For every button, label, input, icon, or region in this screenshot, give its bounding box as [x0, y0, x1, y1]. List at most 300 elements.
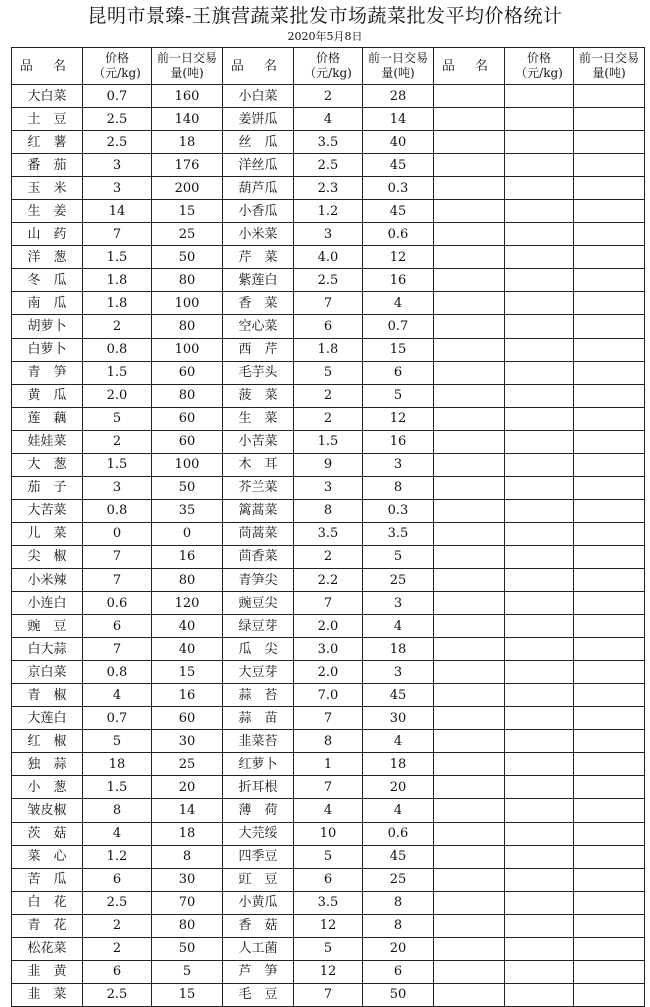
item-name-cell: 香 菜 — [223, 292, 294, 315]
item-volume-cell: 8 — [363, 476, 434, 499]
item-price-cell — [505, 707, 574, 730]
item-volume-cell: 60 — [152, 361, 223, 384]
table-row — [12, 246, 645, 269]
item-volume-cell: 0.3 — [363, 177, 434, 200]
item-name-cell — [434, 338, 505, 361]
item-name-cell: 青笋尖 — [223, 568, 294, 591]
item-price-cell: 8 — [294, 730, 363, 753]
item-volume-cell: 160 — [152, 85, 223, 108]
item-volume-cell — [574, 845, 645, 868]
header-volume — [574, 48, 645, 85]
item-volume-cell: 45 — [363, 845, 434, 868]
item-price-cell — [505, 868, 574, 891]
table-row — [12, 499, 645, 522]
item-price-cell: 3.0 — [294, 638, 363, 661]
item-price-cell: 2.5 — [294, 269, 363, 292]
item-price-cell — [505, 799, 574, 822]
item-volume-cell: 4 — [363, 730, 434, 753]
item-price-cell: 6 — [83, 868, 152, 891]
item-price-cell: 7 — [294, 592, 363, 615]
item-name-cell: 白萝卜 — [12, 338, 83, 361]
item-name-cell: 芹 菜 — [223, 246, 294, 269]
item-volume-cell — [574, 384, 645, 407]
item-price-cell: 0.8 — [83, 338, 152, 361]
item-name-cell: 皱皮椒 — [12, 799, 83, 822]
item-volume-cell — [574, 522, 645, 545]
item-price-cell — [505, 822, 574, 845]
item-price-cell — [505, 545, 574, 568]
item-price-cell: 2.0 — [294, 615, 363, 638]
item-price-cell: 1.5 — [83, 246, 152, 269]
item-volume-cell: 0.7 — [363, 315, 434, 338]
item-name-cell — [434, 430, 505, 453]
item-volume-cell: 80 — [152, 914, 223, 937]
item-price-cell: 12 — [294, 960, 363, 983]
item-volume-cell — [574, 453, 645, 476]
item-name-cell: 大 葱 — [12, 453, 83, 476]
table-row — [12, 131, 645, 154]
item-price-cell — [505, 960, 574, 983]
item-price-cell: 3 — [83, 154, 152, 177]
table-row — [12, 661, 645, 684]
table-row — [12, 707, 645, 730]
item-price-cell: 1.5 — [83, 453, 152, 476]
item-name-cell: 山 药 — [12, 223, 83, 246]
item-price-cell: 7 — [294, 292, 363, 315]
item-name-cell — [434, 315, 505, 338]
item-name-cell: 小香瓜 — [223, 200, 294, 223]
item-name-cell: 大莲白 — [12, 707, 83, 730]
item-volume-cell: 80 — [152, 269, 223, 292]
item-volume-cell — [574, 914, 645, 937]
item-name-cell — [434, 108, 505, 131]
item-price-cell: 0.7 — [83, 707, 152, 730]
item-price-cell — [505, 891, 574, 914]
item-name-cell — [434, 707, 505, 730]
item-price-cell — [505, 269, 574, 292]
item-name-cell — [434, 200, 505, 223]
table-row — [12, 338, 645, 361]
table-row — [12, 983, 645, 1006]
item-price-cell: 2 — [294, 545, 363, 568]
item-price-cell: 1.2 — [294, 200, 363, 223]
item-volume-cell: 45 — [363, 154, 434, 177]
item-price-cell: 6 — [83, 960, 152, 983]
item-volume-cell: 60 — [152, 707, 223, 730]
item-price-cell: 3.5 — [294, 891, 363, 914]
item-volume-cell — [574, 476, 645, 499]
item-price-cell: 1.8 — [83, 292, 152, 315]
table-row — [12, 845, 645, 868]
item-name-cell: 冬 瓜 — [12, 269, 83, 292]
item-price-cell: 0.7 — [83, 85, 152, 108]
item-price-cell — [505, 661, 574, 684]
item-name-cell — [434, 753, 505, 776]
item-volume-cell — [574, 615, 645, 638]
item-volume-cell: 16 — [363, 430, 434, 453]
item-name-cell: 玉 米 — [12, 177, 83, 200]
item-name-cell: 青 椒 — [12, 684, 83, 707]
item-volume-cell: 100 — [152, 453, 223, 476]
table-row — [12, 430, 645, 453]
item-name-cell — [434, 361, 505, 384]
report-title: 昆明市景臻-王旗营蔬菜批发市场蔬菜批发平均价格统计 — [87, 5, 563, 27]
item-price-cell — [505, 223, 574, 246]
item-name-cell — [434, 592, 505, 615]
table-row — [12, 85, 645, 108]
item-price-cell: 1.5 — [83, 361, 152, 384]
item-price-cell: 4 — [294, 108, 363, 131]
item-name-cell: 生 姜 — [12, 200, 83, 223]
item-volume-cell — [574, 960, 645, 983]
item-name-cell — [434, 384, 505, 407]
item-name-cell: 小苦菜 — [223, 430, 294, 453]
item-name-cell: 洋 葱 — [12, 246, 83, 269]
item-price-cell: 7 — [83, 568, 152, 591]
item-price-cell — [505, 154, 574, 177]
item-volume-cell — [574, 177, 645, 200]
item-price-cell: 7 — [83, 638, 152, 661]
table-row — [12, 384, 645, 407]
item-price-cell: 0.8 — [83, 499, 152, 522]
item-name-cell: 京白菜 — [12, 661, 83, 684]
item-name-cell: 小白菜 — [223, 85, 294, 108]
item-name-cell: 南 瓜 — [12, 292, 83, 315]
table-row — [12, 292, 645, 315]
item-volume-cell: 12 — [363, 246, 434, 269]
item-price-cell — [505, 200, 574, 223]
item-name-cell: 折耳根 — [223, 776, 294, 799]
item-price-cell: 2.5 — [83, 983, 152, 1006]
item-price-cell: 7 — [83, 223, 152, 246]
item-name-cell — [434, 131, 505, 154]
table-row — [12, 822, 645, 845]
item-volume-cell — [574, 937, 645, 960]
item-volume-cell: 14 — [363, 108, 434, 131]
table-row — [12, 592, 645, 615]
item-volume-cell: 176 — [152, 154, 223, 177]
item-volume-cell — [574, 799, 645, 822]
item-price-cell — [505, 361, 574, 384]
header-volume-label: 前一日交易量(吨) — [367, 51, 428, 80]
item-volume-cell: 100 — [152, 338, 223, 361]
item-volume-cell — [574, 568, 645, 591]
report-date: 2020年5月8日 — [287, 30, 363, 43]
item-price-cell: 2.5 — [83, 131, 152, 154]
item-name-cell: 葫芦瓜 — [223, 177, 294, 200]
item-price-cell: 5 — [294, 937, 363, 960]
item-price-cell — [505, 845, 574, 868]
item-volume-cell: 30 — [363, 707, 434, 730]
item-price-cell: 0.8 — [83, 661, 152, 684]
item-name-cell: 尖 椒 — [12, 545, 83, 568]
item-volume-cell: 50 — [363, 983, 434, 1006]
item-name-cell: 毛芋头 — [223, 361, 294, 384]
item-name-cell: 薄 荷 — [223, 799, 294, 822]
item-price-cell — [505, 338, 574, 361]
item-volume-cell — [574, 269, 645, 292]
header-name: 品 名 — [223, 48, 294, 85]
item-name-cell — [434, 822, 505, 845]
item-volume-cell: 3 — [363, 592, 434, 615]
item-name-cell: 菜 心 — [12, 845, 83, 868]
price-table — [11, 47, 645, 1007]
item-price-cell: 1.8 — [294, 338, 363, 361]
item-name-cell — [434, 407, 505, 430]
item-volume-cell: 60 — [152, 430, 223, 453]
item-volume-cell: 20 — [152, 776, 223, 799]
item-name-cell: 独 蒜 — [12, 753, 83, 776]
item-volume-cell: 8 — [152, 845, 223, 868]
item-volume-cell: 40 — [152, 615, 223, 638]
item-price-cell: 2 — [83, 914, 152, 937]
table-row — [12, 891, 645, 914]
header-volume — [152, 48, 223, 85]
item-price-cell: 2 — [83, 430, 152, 453]
item-name-cell — [434, 799, 505, 822]
item-price-cell: 0 — [83, 522, 152, 545]
item-price-cell: 2 — [294, 384, 363, 407]
item-price-cell: 3 — [83, 177, 152, 200]
item-name-cell: 西 芹 — [223, 338, 294, 361]
item-name-cell: 茨 菇 — [12, 822, 83, 845]
item-price-cell: 5 — [83, 730, 152, 753]
header-volume — [363, 48, 434, 85]
item-name-cell: 木 耳 — [223, 453, 294, 476]
table-row — [12, 154, 645, 177]
item-name-cell — [434, 960, 505, 983]
item-volume-cell — [574, 154, 645, 177]
item-volume-cell — [574, 891, 645, 914]
item-name-cell: 莲 藕 — [12, 407, 83, 430]
item-volume-cell — [574, 131, 645, 154]
item-volume-cell: 40 — [363, 131, 434, 154]
item-volume-cell — [574, 407, 645, 430]
item-name-cell — [434, 845, 505, 868]
item-volume-cell: 15 — [152, 200, 223, 223]
item-price-cell: 2.2 — [294, 568, 363, 591]
item-volume-cell: 16 — [152, 684, 223, 707]
item-volume-cell: 6 — [363, 960, 434, 983]
item-volume-cell: 80 — [152, 568, 223, 591]
item-volume-cell: 30 — [152, 730, 223, 753]
table-row — [12, 937, 645, 960]
item-name-cell: 小连白 — [12, 592, 83, 615]
item-price-cell — [505, 730, 574, 753]
item-volume-cell: 15 — [363, 338, 434, 361]
item-name-cell: 空心菜 — [223, 315, 294, 338]
item-volume-cell: 25 — [363, 868, 434, 891]
item-volume-cell: 5 — [363, 384, 434, 407]
item-price-cell: 1.5 — [83, 776, 152, 799]
item-volume-cell: 3 — [363, 453, 434, 476]
item-price-cell: 2 — [294, 85, 363, 108]
item-price-cell: 3 — [83, 476, 152, 499]
item-price-cell: 8 — [294, 499, 363, 522]
item-name-cell: 娃娃菜 — [12, 430, 83, 453]
item-volume-cell — [574, 315, 645, 338]
item-volume-cell: 3.5 — [363, 522, 434, 545]
item-price-cell — [505, 315, 574, 338]
item-price-cell — [505, 914, 574, 937]
item-name-cell — [434, 177, 505, 200]
item-price-cell — [505, 937, 574, 960]
item-volume-cell: 25 — [152, 753, 223, 776]
item-name-cell — [434, 638, 505, 661]
item-price-cell: 1 — [294, 753, 363, 776]
item-volume-cell — [574, 85, 645, 108]
item-volume-cell — [574, 430, 645, 453]
item-volume-cell — [574, 868, 645, 891]
item-name-cell: 豌 豆 — [12, 615, 83, 638]
item-price-cell: 4 — [294, 799, 363, 822]
item-volume-cell: 12 — [363, 407, 434, 430]
item-name-cell: 丝 瓜 — [223, 131, 294, 154]
item-price-cell: 2.0 — [83, 384, 152, 407]
item-price-cell: 2 — [294, 407, 363, 430]
table-row — [12, 684, 645, 707]
table-row — [12, 799, 645, 822]
item-volume-cell: 60 — [152, 407, 223, 430]
item-name-cell — [434, 269, 505, 292]
item-name-cell — [434, 499, 505, 522]
item-volume-cell: 8 — [363, 914, 434, 937]
item-volume-cell: 0 — [152, 522, 223, 545]
item-volume-cell — [574, 822, 645, 845]
item-volume-cell — [574, 753, 645, 776]
item-price-cell — [505, 246, 574, 269]
table-row — [12, 315, 645, 338]
header-price — [294, 48, 363, 85]
header-volume-label: 前一日交易量(吨) — [156, 51, 217, 80]
item-volume-cell — [574, 499, 645, 522]
table-row — [12, 200, 645, 223]
item-volume-cell: 14 — [152, 799, 223, 822]
item-name-cell: 白大蒜 — [12, 638, 83, 661]
item-volume-cell: 18 — [152, 131, 223, 154]
header-price-label: 价格（元/kg) — [515, 51, 563, 80]
item-name-cell — [434, 545, 505, 568]
item-name-cell — [434, 522, 505, 545]
item-name-cell: 毛 豆 — [223, 983, 294, 1006]
item-volume-cell — [574, 292, 645, 315]
item-name-cell: 大芫绥 — [223, 822, 294, 845]
table-row — [12, 868, 645, 891]
header-price-label: 价格（元/kg) — [304, 51, 352, 80]
item-volume-cell: 5 — [363, 545, 434, 568]
item-price-cell — [505, 384, 574, 407]
item-volume-cell: 120 — [152, 592, 223, 615]
item-name-cell: 四季豆 — [223, 845, 294, 868]
item-price-cell — [505, 638, 574, 661]
item-volume-cell: 0.6 — [363, 822, 434, 845]
item-name-cell: 绿豆芽 — [223, 615, 294, 638]
item-name-cell: 香 菇 — [223, 914, 294, 937]
item-volume-cell: 16 — [152, 545, 223, 568]
item-price-cell — [505, 568, 574, 591]
item-name-cell: 小米菜 — [223, 223, 294, 246]
item-volume-cell — [574, 361, 645, 384]
item-name-cell: 红 椒 — [12, 730, 83, 753]
item-price-cell — [505, 476, 574, 499]
item-volume-cell — [574, 545, 645, 568]
item-name-cell: 蒜 苔 — [223, 684, 294, 707]
item-volume-cell: 6 — [363, 361, 434, 384]
item-name-cell — [434, 246, 505, 269]
item-name-cell — [434, 476, 505, 499]
item-price-cell: 2.0 — [294, 661, 363, 684]
item-volume-cell: 70 — [152, 891, 223, 914]
item-volume-cell: 5 — [152, 960, 223, 983]
item-price-cell — [505, 177, 574, 200]
item-volume-cell: 50 — [152, 246, 223, 269]
item-name-cell: 大白菜 — [12, 85, 83, 108]
item-price-cell — [505, 108, 574, 131]
item-name-cell — [434, 154, 505, 177]
item-volume-cell: 0.3 — [363, 499, 434, 522]
item-volume-cell: 18 — [152, 822, 223, 845]
item-price-cell: 8 — [83, 799, 152, 822]
item-name-cell: 大苦菜 — [12, 499, 83, 522]
item-price-cell — [505, 292, 574, 315]
item-price-cell: 1.5 — [294, 430, 363, 453]
item-name-cell: 红萝卜 — [223, 753, 294, 776]
item-volume-cell — [574, 338, 645, 361]
item-name-cell — [434, 937, 505, 960]
item-volume-cell: 35 — [152, 499, 223, 522]
item-volume-cell: 4 — [363, 292, 434, 315]
item-name-cell: 松花菜 — [12, 937, 83, 960]
item-price-cell — [505, 522, 574, 545]
item-name-cell: 小米辣 — [12, 568, 83, 591]
table-body — [12, 85, 645, 1007]
item-price-cell: 12 — [294, 914, 363, 937]
item-volume-cell: 25 — [152, 223, 223, 246]
item-name-cell — [434, 615, 505, 638]
item-price-cell: 3.5 — [294, 131, 363, 154]
item-price-cell: 7 — [294, 983, 363, 1006]
item-price-cell: 18 — [83, 753, 152, 776]
item-name-cell: 白 花 — [12, 891, 83, 914]
item-name-cell: 大豆芽 — [223, 661, 294, 684]
item-name-cell — [434, 983, 505, 1006]
item-name-cell: 韭 黄 — [12, 960, 83, 983]
item-name-cell: 芥兰菜 — [223, 476, 294, 499]
item-name-cell: 洋丝瓜 — [223, 154, 294, 177]
table-row — [12, 269, 645, 292]
item-name-cell: 小 葱 — [12, 776, 83, 799]
item-name-cell: 茼蒿菜 — [223, 522, 294, 545]
item-volume-cell — [574, 223, 645, 246]
item-price-cell: 7 — [294, 776, 363, 799]
item-volume-cell: 200 — [152, 177, 223, 200]
item-price-cell — [505, 615, 574, 638]
item-volume-cell: 4 — [363, 799, 434, 822]
table-row — [12, 223, 645, 246]
item-name-cell: 韭 菜 — [12, 983, 83, 1006]
item-price-cell — [505, 592, 574, 615]
table-row — [12, 545, 645, 568]
header-price — [505, 48, 574, 85]
item-volume-cell: 45 — [363, 200, 434, 223]
item-price-cell — [505, 983, 574, 1006]
item-volume-cell: 140 — [152, 108, 223, 131]
item-volume-cell — [574, 776, 645, 799]
item-name-cell — [434, 223, 505, 246]
item-price-cell: 9 — [294, 453, 363, 476]
item-name-cell: 姜饼瓜 — [223, 108, 294, 131]
item-price-cell: 3.5 — [294, 522, 363, 545]
